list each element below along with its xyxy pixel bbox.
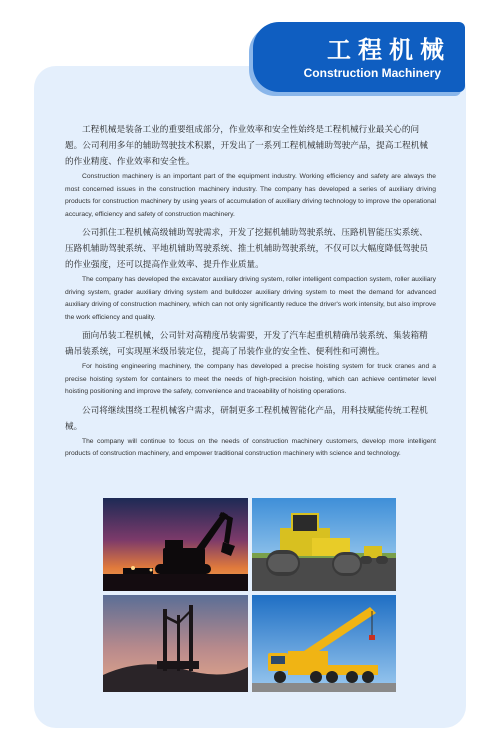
page-subtitle: Construction Machinery (303, 66, 441, 80)
paragraph-en-4: The company will continue to focus on the needs of construction machinery customers, develop more intelligent products of construction machinery, and empower traditional construction machinery with science and technology. (65, 437, 436, 457)
paragraph-cn-3: 面向吊装工程机械，公司针对高精度吊装需要，开发了汽车起重机精确吊装系统、集装箱精确吊装系统，可实现厘米级吊装定位，提高了吊装作业的安全性、便利性和可溯性。 (65, 331, 428, 357)
paragraph-en-1: Construction machinery is an important part of the equipment industry. Working efficiency and safety are always the most concerned issues in the construction machinery industry. The company has developed a series of auxiliary driving products for construction machinery by using years of accumulation of auxiliary driving technology to improve the operational accuracy, efficiency and safety of construction machinery. (65, 173, 436, 218)
paragraph-cn-1: 工程机械是装备工业的重要组成部分，作业效率和安全性始终是工程机械行业最关心的问题。公司利用多年的辅助驾驶技术积累，开发出了一系列工程机械辅助驾驶产品，提高工程机械的作业精度、作业效率和安全性。 (65, 125, 429, 167)
drilling-rig-photo (103, 595, 248, 692)
road-roller-photo (252, 498, 396, 591)
truck-crane-photo (252, 595, 396, 692)
paragraph-en-2: The company has developed the excavator auxiliary driving system, roller intelligent compaction system, roller auxiliary driving system, grader auxiliary driving system and bulldozer auxiliary driving system to meet the demand for advanced auxiliary driving of construction machinery, which can not only significantly reduce the driver's work intensity, but also improve the work efficiency and quality. (65, 276, 436, 321)
paragraph-en-3: For hoisting engineering machinery, the company has developed a precise hoisting system for truck cranes and a precise hoisting system for containers to meet the needs of high-precision hoisting, which can achieve centimeter level hoisting positioning and improve the safety, convenience and traceability of hoisting operations. (65, 363, 436, 395)
page-title: 工程机械 (327, 36, 451, 64)
text-body (65, 122, 436, 465)
paragraph-cn-4: 公司将继续围绕工程机械客户需求，研制更多工程机械智能化产品，用科技赋能传统工程机械。 (65, 405, 428, 432)
header-tab (253, 22, 465, 92)
paragraph-cn-2: 公司抓住工程机械高级辅助驾驶需求，开发了挖掘机辅助驾驶系统、压路机智能压实系统、压路机辅助驾驶系统、平地机辅助驾驶系统、推土机辅助驾驶系统，不仅可以大幅度降低驾驶员的作业强度，还可以提高作业效率、提升作业质量。 (65, 228, 429, 270)
excavator-photo (103, 498, 248, 591)
